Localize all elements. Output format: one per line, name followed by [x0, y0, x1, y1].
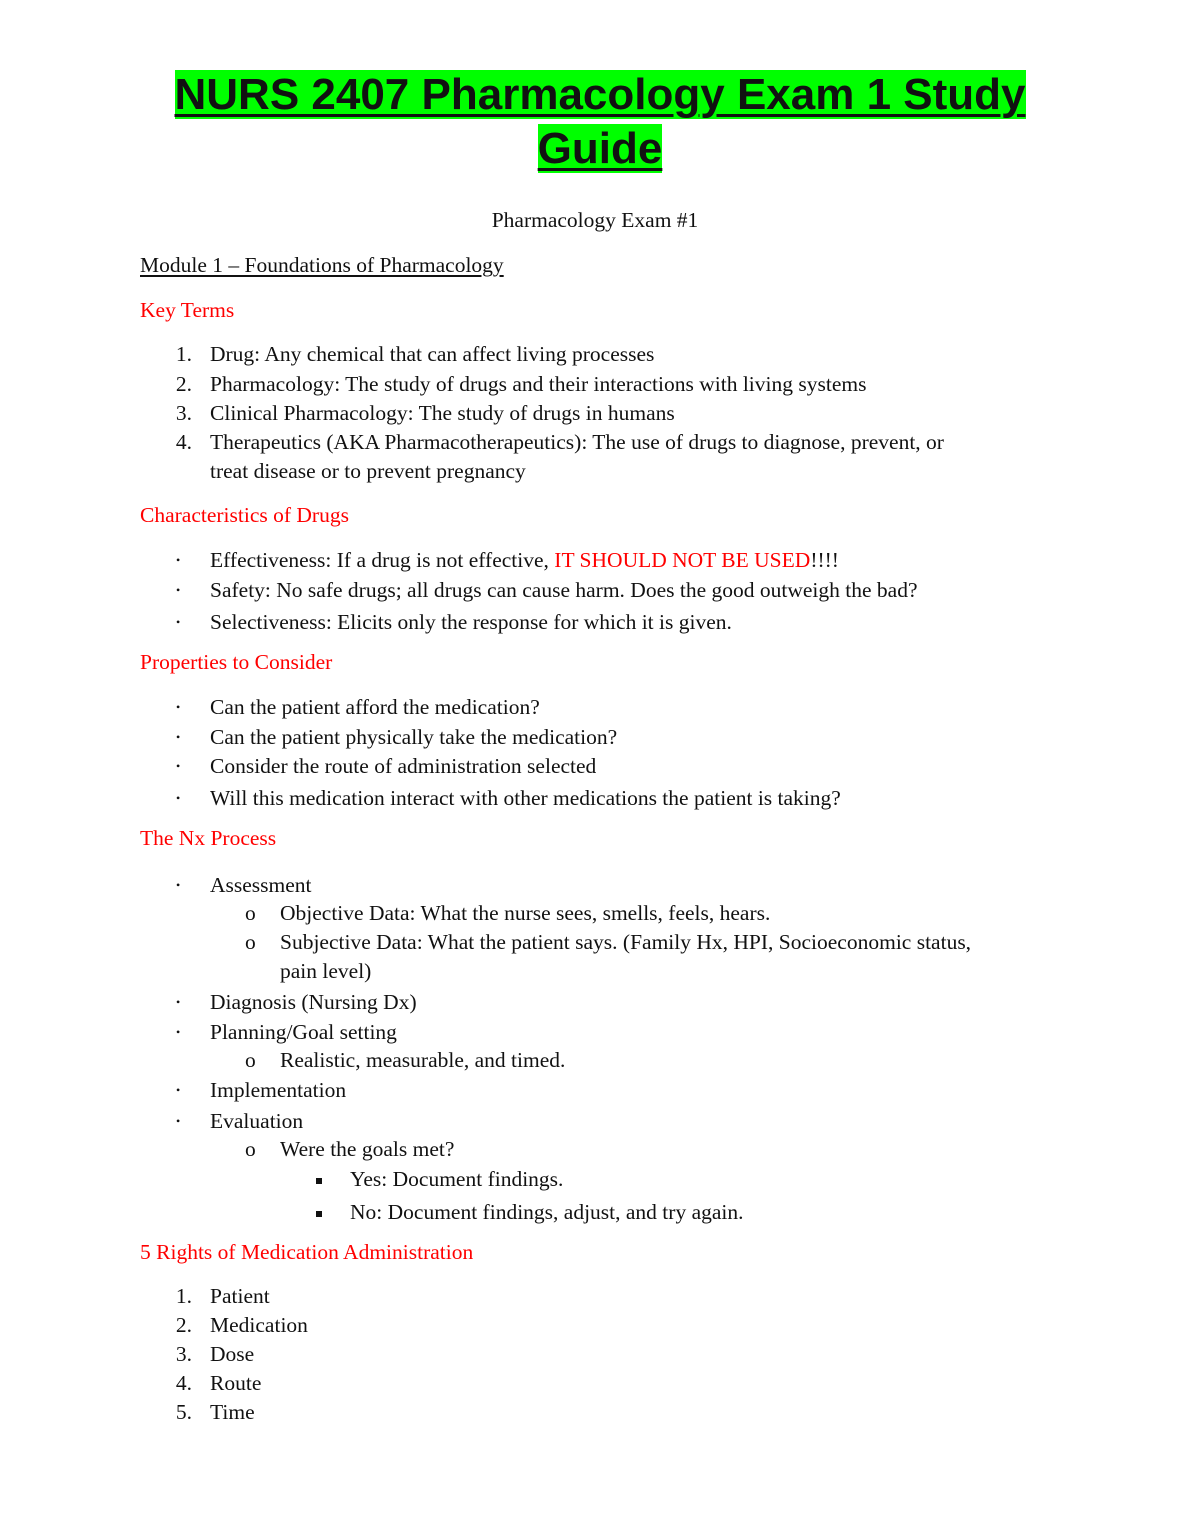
list-item: Consider the route of administration selected	[210, 754, 597, 778]
bullet-icon: •	[176, 791, 181, 805]
bullet-icon: •	[176, 553, 181, 567]
sub-list-item-continuation: pain level)	[280, 959, 372, 983]
sub-sub-list-item: Yes: Document findings.	[350, 1167, 564, 1191]
bullet-icon: •	[176, 700, 181, 714]
list-item-safety: Safety: No safe drugs; all drugs can cause harm. Does the good outweigh the bad?	[210, 578, 918, 602]
list-item-selectiveness: Selectiveness: Elicits only the response for which it is given.	[210, 610, 732, 634]
list-item: Can the patient physically take the medication?	[210, 725, 618, 749]
bullet-icon: •	[176, 995, 181, 1009]
list-item: Medication	[210, 1313, 308, 1337]
list-number: 4.	[175, 1371, 192, 1395]
subtitle: Pharmacology Exam #1	[491, 208, 699, 232]
document-title	[140, 68, 1060, 176]
bullet-icon: •	[176, 1083, 181, 1097]
list-item: Drug: Any chemical that can affect living processes	[210, 342, 655, 366]
module-heading: Module 1 – Foundations of Pharmacology	[140, 253, 504, 277]
list-item: Implementation	[210, 1078, 347, 1102]
sub-bullet-icon: o	[245, 901, 256, 925]
bullet-icon: •	[176, 583, 181, 597]
sub-sub-list-item: No: Document findings, adjust, and try again.	[350, 1200, 744, 1224]
effectiveness-suffix: !!!!	[810, 548, 839, 572]
list-number: 3.	[175, 401, 192, 425]
characteristics-heading: Characteristics of Drugs	[140, 503, 349, 527]
bullet-icon: •	[176, 878, 181, 892]
bullet-icon: •	[176, 615, 181, 629]
effectiveness-emphasis: IT SHOULD NOT BE USED	[554, 548, 811, 572]
key-terms-heading: Key Terms	[140, 298, 235, 322]
list-item: Planning/Goal setting	[210, 1020, 397, 1044]
list-number: 1.	[175, 1284, 192, 1308]
sub-list-item: Subjective Data: What the patient says. (Family Hx, HPI, Socioeconomic status,	[280, 930, 972, 954]
bullet-icon: •	[176, 759, 181, 773]
list-item: Therapeutics (AKA Pharmacotherapeutics): The use of drugs to diagnose, prevent, or	[210, 430, 944, 454]
sub-list-item: Were the goals met?	[280, 1137, 455, 1161]
bullet-icon: •	[176, 1025, 181, 1039]
square-bullet-icon	[316, 1178, 322, 1184]
five-rights-heading: 5 Rights of Medication Administration	[140, 1240, 474, 1264]
list-item: Patient	[210, 1284, 270, 1308]
sub-list-item: Realistic, measurable, and timed.	[280, 1048, 566, 1072]
list-number: 1.	[175, 342, 192, 366]
bullet-icon: •	[176, 730, 181, 744]
bullet-icon: •	[176, 1114, 181, 1128]
list-item-continuation: treat disease or to prevent pregnancy	[210, 459, 526, 483]
list-item: Time	[210, 1400, 255, 1424]
sub-bullet-icon: o	[245, 930, 256, 954]
document-title-text: NURS 2407 Pharmacology Exam 1 Study Guide	[174, 70, 1026, 173]
list-item: Assessment	[210, 873, 312, 897]
list-number: 4.	[175, 430, 192, 454]
list-number: 3.	[175, 1342, 192, 1366]
sub-list-item: Objective Data: What the nurse sees, smells, feels, hears.	[280, 901, 771, 925]
list-item: Evaluation	[210, 1109, 304, 1133]
list-item: Dose	[210, 1342, 255, 1366]
list-item: Route	[210, 1371, 262, 1395]
list-item: Clinical Pharmacology: The study of drugs in humans	[210, 401, 675, 425]
properties-heading: Properties to Consider	[140, 650, 333, 674]
list-item: Pharmacology: The study of drugs and their interactions with living systems	[210, 372, 867, 396]
list-number: 5.	[175, 1400, 192, 1424]
list-item-effectiveness	[210, 548, 839, 573]
list-item: Can the patient afford the medication?	[210, 695, 540, 719]
list-number: 2.	[175, 1313, 192, 1337]
list-item: Diagnosis (Nursing Dx)	[210, 990, 417, 1014]
effectiveness-text: Effectiveness: If a drug is not effective,	[210, 548, 555, 572]
sub-bullet-icon: o	[245, 1137, 256, 1161]
list-item: Will this medication interact with other medications the patient is taking?	[210, 786, 841, 810]
nx-process-heading: The Nx Process	[140, 826, 277, 850]
sub-bullet-icon: o	[245, 1048, 256, 1072]
list-number: 2.	[175, 372, 192, 396]
square-bullet-icon	[316, 1211, 322, 1217]
